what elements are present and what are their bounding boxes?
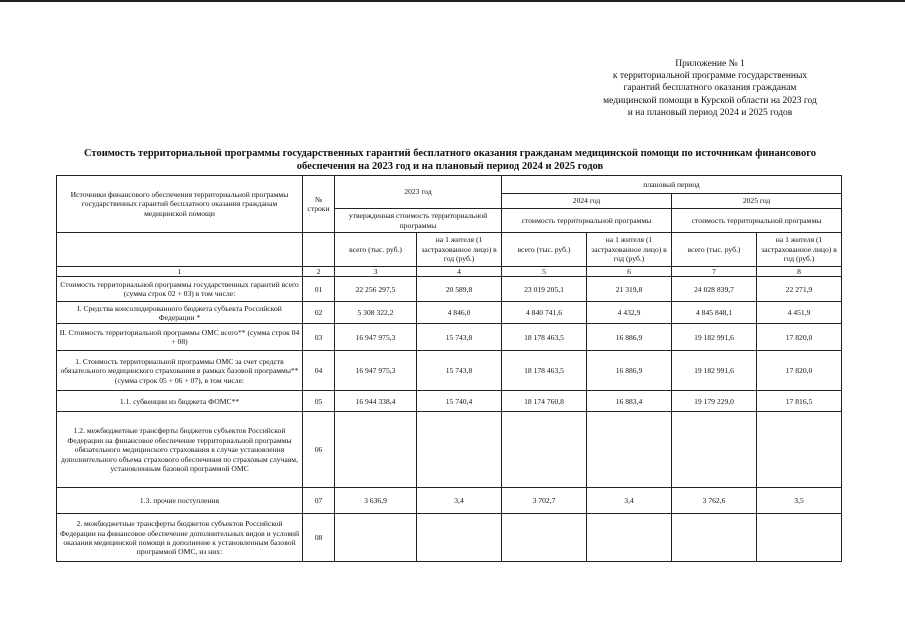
table-row bbox=[57, 514, 842, 562]
value-per-capita: 16 883,4 bbox=[587, 391, 672, 412]
value-total: 19 182 991,6 bbox=[672, 351, 757, 391]
value-per-capita: 21 319,8 bbox=[587, 277, 672, 302]
value-per-capita: 4 432,9 bbox=[587, 302, 672, 324]
table-row bbox=[57, 277, 842, 302]
page-top-edge bbox=[0, 0, 905, 2]
appendix-header bbox=[560, 58, 860, 119]
row-code: 07 bbox=[303, 488, 335, 514]
value-per-capita: 3,4 bbox=[587, 488, 672, 514]
value-total: 23 019 205,1 bbox=[502, 277, 587, 302]
value-per-capita: 16 886,9 bbox=[587, 324, 672, 351]
row-code: 04 bbox=[303, 351, 335, 391]
value-total bbox=[672, 412, 757, 488]
value-per-capita bbox=[587, 514, 672, 562]
document-title bbox=[70, 147, 830, 173]
row-source-label: Стоимость территориальной программы государственных гарантий всего (сумма строк 02 + 03) в том числе: bbox=[57, 277, 303, 302]
header-spacer bbox=[57, 233, 303, 267]
value-per-capita bbox=[417, 514, 502, 562]
value-total: 19 182 991,6 bbox=[672, 324, 757, 351]
value-total: 5 308 322,2 bbox=[335, 302, 417, 324]
header-2023: 2023 год bbox=[335, 176, 502, 209]
row-source-label: 1. Стоимость территориальной программы ОМС за счет средств обязательного медицинского страхования в рамках базовой программы** (сумма строк 05 + 06 + 07), в том числе: bbox=[57, 351, 303, 391]
value-per-capita: 16 886,9 bbox=[587, 351, 672, 391]
value-per-capita: 15 743,8 bbox=[417, 351, 502, 391]
value-per-capita: 22 271,9 bbox=[757, 277, 842, 302]
header-row-1 bbox=[57, 176, 842, 194]
value-total: 16 944 338,4 bbox=[335, 391, 417, 412]
value-total: 4 840 741,6 bbox=[502, 302, 587, 324]
value-total: 4 845 848,1 bbox=[672, 302, 757, 324]
header-total-2025: всего (тыс. руб.) bbox=[672, 233, 757, 267]
value-total bbox=[502, 412, 587, 488]
header-program-cost-2025: стоимость территориальной программы bbox=[672, 209, 842, 233]
table-row bbox=[57, 488, 842, 514]
value-total: 18 178 463,5 bbox=[502, 324, 587, 351]
column-number: 6 bbox=[587, 267, 672, 277]
value-per-capita: 3,5 bbox=[757, 488, 842, 514]
header-approved-cost: утвержденная стоимость территориальной программы bbox=[335, 209, 502, 233]
header-row-number: № строки bbox=[303, 176, 335, 233]
header-per-capita-2023: на 1 жителя (1 застрахованное лицо) в год (руб.) bbox=[417, 233, 502, 267]
row-code: 03 bbox=[303, 324, 335, 351]
column-number: 5 bbox=[502, 267, 587, 277]
value-per-capita bbox=[757, 412, 842, 488]
value-per-capita: 17 820,0 bbox=[757, 351, 842, 391]
row-code: 08 bbox=[303, 514, 335, 562]
value-total: 16 947 975,3 bbox=[335, 351, 417, 391]
row-source-label: 2. межбюджетные трансферты бюджетов субъектов Российской Федерации на финансовое обеспечение дополнительных видов и условий оказания медицинской помощи в дополнение к установленным базовой программой ОМС, из них: bbox=[57, 514, 303, 562]
appendix-line: Приложение № 1 bbox=[675, 59, 745, 69]
value-total: 16 947 975,3 bbox=[335, 324, 417, 351]
value-total: 18 178 463,5 bbox=[502, 351, 587, 391]
value-total: 22 256 297,5 bbox=[335, 277, 417, 302]
column-numbers-row bbox=[57, 267, 842, 277]
row-source-label: 1.2. межбюджетные трансферты бюджетов субъектов Российской Федерации на финансовое обеспечение территориальной программы обязательного медицинского страхования в случае установления дополнительного объема страхового обеспечения по страховым случаям, установленным базовой программой ОМС bbox=[57, 412, 303, 488]
header-2024: 2024 год bbox=[502, 194, 672, 209]
header-source: Источники финансового обеспечения территориальной программы государственных гарантий бесплатного оказания гражданам медицинской помощи bbox=[57, 176, 303, 233]
value-total bbox=[672, 514, 757, 562]
value-per-capita bbox=[587, 412, 672, 488]
value-per-capita: 17 820,0 bbox=[757, 324, 842, 351]
appendix-line: гарантий бесплатного оказания гражданам bbox=[623, 83, 797, 94]
table-row bbox=[57, 351, 842, 391]
column-number: 7 bbox=[672, 267, 757, 277]
header-per-capita-2024: на 1 жителя (1 застрахованное лицо) в год (руб.) bbox=[587, 233, 672, 267]
value-per-capita: 17 816,5 bbox=[757, 391, 842, 412]
value-per-capita bbox=[417, 412, 502, 488]
title-line: Стоимость территориальной программы государственных гарантий бесплатного оказания гражданам медицинской помощи по источникам финансового bbox=[83, 148, 816, 159]
header-planned-period: плановый период bbox=[502, 176, 842, 194]
table-row bbox=[57, 391, 842, 412]
value-total: 19 179 229,0 bbox=[672, 391, 757, 412]
row-source-label: I. Средства консолидированного бюджета субъекта Российской Федерации * bbox=[57, 302, 303, 324]
title-line: обеспечения на 2023 год и на плановый период 2024 и 2025 годов bbox=[296, 161, 604, 172]
value-per-capita: 3,4 bbox=[417, 488, 502, 514]
table-body bbox=[57, 277, 842, 562]
appendix-line: и на плановый период 2024 и 2025 годов bbox=[627, 107, 793, 118]
header-spacer bbox=[303, 233, 335, 267]
column-number: 4 bbox=[417, 267, 502, 277]
value-total bbox=[335, 412, 417, 488]
value-total: 3 636,9 bbox=[335, 488, 417, 514]
appendix-line: медицинской помощи в Курской области на 2023 год bbox=[603, 95, 817, 106]
value-total: 3 762,6 bbox=[672, 488, 757, 514]
value-per-capita bbox=[757, 514, 842, 562]
value-total bbox=[502, 514, 587, 562]
row-code: 05 bbox=[303, 391, 335, 412]
value-total: 24 028 839,7 bbox=[672, 277, 757, 302]
header-total-2023: всего (тыс. руб.) bbox=[335, 233, 417, 267]
table-row bbox=[57, 302, 842, 324]
value-total: 3 702,7 bbox=[502, 488, 587, 514]
row-code: 06 bbox=[303, 412, 335, 488]
header-2025: 2025 год bbox=[672, 194, 842, 209]
value-per-capita: 4 846,0 bbox=[417, 302, 502, 324]
appendix-line: к территориальной программе государственных bbox=[612, 71, 808, 82]
header-program-cost-2024: стоимость территориальной программы bbox=[502, 209, 672, 233]
row-source-label: 1.3. прочие поступления bbox=[57, 488, 303, 514]
value-per-capita: 4 451,9 bbox=[757, 302, 842, 324]
value-total: 18 174 760,8 bbox=[502, 391, 587, 412]
row-source-label: 1.1. субвенции из бюджета ФОМС** bbox=[57, 391, 303, 412]
value-per-capita: 20 589,8 bbox=[417, 277, 502, 302]
header-total-2024: всего (тыс. руб.) bbox=[502, 233, 587, 267]
table-row bbox=[57, 324, 842, 351]
column-number: 8 bbox=[757, 267, 842, 277]
value-total bbox=[335, 514, 417, 562]
header-row-4 bbox=[57, 233, 842, 267]
value-per-capita: 15 740,4 bbox=[417, 391, 502, 412]
financing-table bbox=[56, 175, 842, 562]
table-row bbox=[57, 412, 842, 488]
header-per-capita-2025: на 1 жителя (1 застрахованное лицо) в год (руб.) bbox=[757, 233, 842, 267]
value-per-capita: 15 743,8 bbox=[417, 324, 502, 351]
column-number: 2 bbox=[303, 267, 335, 277]
column-number: 1 bbox=[57, 267, 303, 277]
row-source-label: II. Стоимость территориальной программы ОМС всего** (сумма строк 04 + 08) bbox=[57, 324, 303, 351]
row-code: 02 bbox=[303, 302, 335, 324]
row-code: 01 bbox=[303, 277, 335, 302]
column-number: 3 bbox=[335, 267, 417, 277]
